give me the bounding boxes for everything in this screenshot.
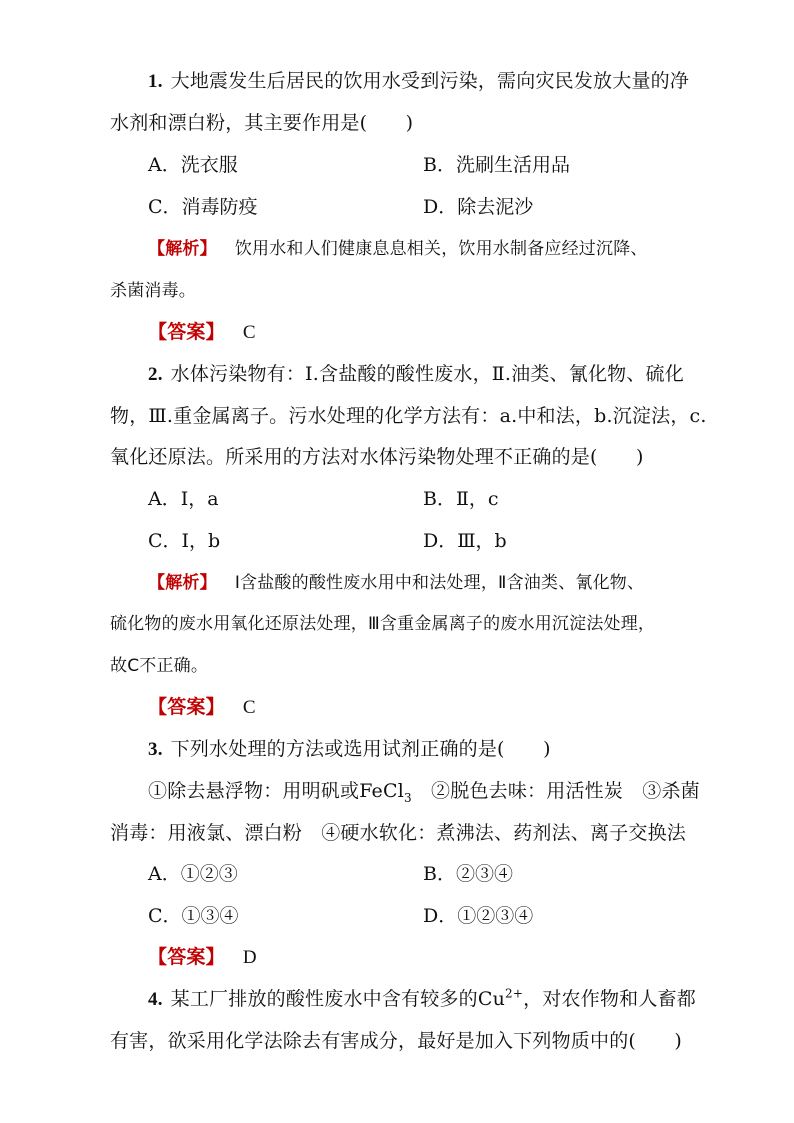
q3-number: 3.	[148, 739, 163, 760]
q3-option-c: C．①③④	[148, 905, 239, 927]
q3-line-1	[148, 736, 728, 763]
q4-text-1a: 某工厂排放的酸性废水中含有较多的Cu	[170, 988, 506, 1010]
q1-answer	[148, 319, 728, 346]
q2-line-3: 氧化还原法。所采用的方法对水体污染物处理不正确的是( )	[110, 446, 644, 468]
q3-text-2b: ②脱色去味：用活性炭 ③杀菌	[411, 780, 700, 802]
q2-answer-value: C	[242, 697, 256, 718]
q1-line-1	[148, 68, 728, 95]
q2-explanation-3: 故C不正确。	[110, 656, 209, 676]
q2-explanation-text-1: Ⅰ含盐酸的酸性废水用中和法处理，Ⅱ含油类、氰化物、	[234, 573, 645, 593]
q1-explanation-tag: 【解析】	[148, 239, 217, 259]
q3-text-2a: ①除去悬浮物：用明矾或FeCl	[148, 780, 405, 802]
q4-number: 4.	[148, 989, 163, 1010]
q1-number: 1.	[148, 71, 163, 92]
q2-explanation-1	[148, 570, 728, 596]
q2-option-b: B．Ⅱ，c	[423, 488, 499, 510]
q3-answer-tag: 【答案】	[148, 946, 225, 968]
q3-line-2	[148, 778, 728, 804]
q1-explanation-2: 杀菌消毒。	[110, 281, 196, 301]
q1-text-1: 大地震发生后居民的饮用水受到污染，需向灾民发放大量的净	[170, 70, 690, 92]
q2-line-2: 物，Ⅲ.重金属离子。污水处理的化学方法有：a.中和法，b.沉淀法，c.	[110, 405, 707, 427]
q2-answer	[148, 694, 728, 721]
q3-option-a: A．①②③	[148, 863, 238, 885]
q3-option-d: D．①②③④	[423, 905, 534, 927]
q4-text-1b: ，对农作物和人畜都	[523, 988, 696, 1010]
q2-option-a: A．Ⅰ，a	[148, 488, 219, 510]
q4-line-2: 有害，欲采用化学法除去有害成分，最好是加入下列物质中的( )	[110, 1030, 683, 1052]
q2-line-1	[148, 361, 728, 388]
q3-line-3: 消毒：用液氯、漂白粉 ④硬水软化：煮沸法、药剂法、离子交换法	[110, 822, 687, 844]
q4-superscript: 2+	[505, 986, 524, 1001]
q1-answer-value: C	[242, 322, 256, 343]
q2-text-1: 水体污染物有：Ⅰ.含盐酸的酸性废水，Ⅱ.油类、氰化物、硫化	[170, 363, 684, 385]
q3-subscript: 3	[404, 790, 412, 805]
q3-answer	[148, 944, 728, 971]
q1-explanation-1	[148, 236, 728, 262]
q4-line-1	[148, 986, 728, 1013]
q3-text-1: 下列水处理的方法或选用试剂正确的是( )	[170, 738, 551, 760]
q1-explanation-text-1: 饮用水和人们健康息息相关，饮用水制备应经过沉降、	[234, 239, 648, 259]
q1-option-d: D．除去泥沙	[423, 196, 534, 218]
q1-line-2: 水剂和漂白粉，其主要作用是( )	[110, 112, 414, 134]
q2-number: 2.	[148, 364, 163, 385]
q2-option-c: C．Ⅰ，b	[148, 530, 221, 552]
q1-answer-tag: 【答案】	[148, 321, 225, 343]
q2-explanation-2: 硫化物的废水用氧化还原法处理，Ⅲ含重金属离子的废水用沉淀法处理，	[110, 614, 656, 634]
q2-explanation-tag: 【解析】	[148, 573, 217, 593]
q1-option-b: B．洗刷生活用品	[423, 154, 570, 176]
q2-option-d: D．Ⅲ，b	[423, 530, 507, 552]
q1-option-c: C．消毒防疫	[148, 196, 258, 218]
q1-option-a: A．洗衣服	[148, 154, 238, 176]
q3-option-b: B．②③④	[423, 863, 513, 885]
q2-answer-tag: 【答案】	[148, 696, 225, 718]
q3-answer-value: D	[242, 947, 257, 968]
